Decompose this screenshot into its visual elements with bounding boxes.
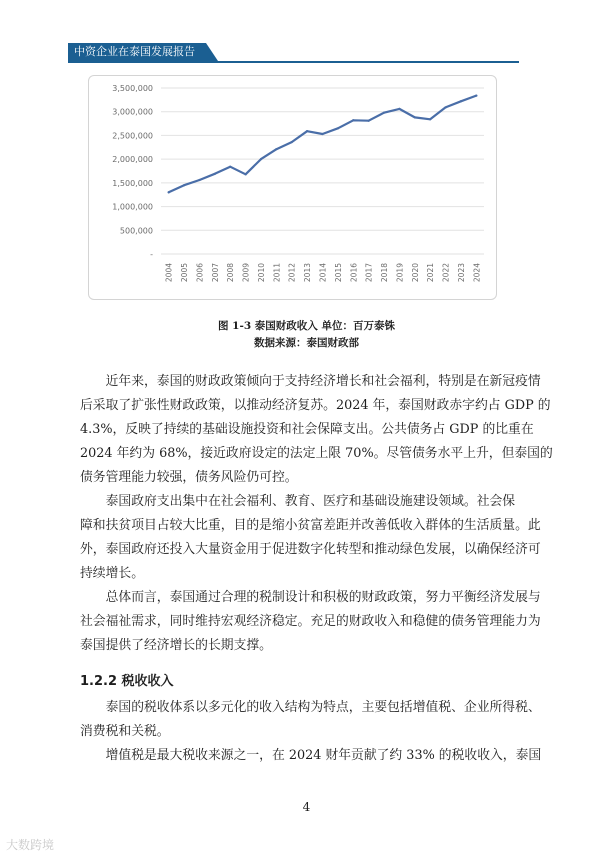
x-tick-label: 2022 xyxy=(441,263,451,283)
data-point xyxy=(229,166,231,168)
data-point xyxy=(429,118,431,120)
y-tick-label: 1,500,000 xyxy=(112,178,153,188)
body-paragraph-1 xyxy=(80,370,553,490)
text-line: 社会福祉需求，同时维持宏观经济稳定。充足的财政收入和稳健的债务管理能力为 xyxy=(80,614,541,629)
data-point xyxy=(275,148,277,150)
data-point xyxy=(291,141,293,143)
text-line: 消费税和关税。 xyxy=(80,724,170,739)
x-tick-label: 2018 xyxy=(380,263,390,283)
x-tick-label: 2008 xyxy=(226,263,236,283)
text-line: 4.3%，反映了持续的基础设施投资和社会保障支出。公共债务占 GDP 的比重在 xyxy=(80,422,534,437)
text-line: 持续增长。 xyxy=(80,566,144,581)
x-tick-label: 2007 xyxy=(210,263,220,283)
x-tick-label: 2020 xyxy=(410,263,420,283)
x-tick-label: 2005 xyxy=(180,263,190,283)
text-line: 泰国的税收体系以多元化的收入结构为特点，主要包括增值税、企业所得税、 xyxy=(80,700,541,715)
text-line: 泰国提供了经济增长的长期支撑。 xyxy=(80,638,272,653)
data-point xyxy=(306,130,308,132)
x-tick-label: 2010 xyxy=(256,263,266,283)
y-tick-label: 2,500,000 xyxy=(112,131,153,141)
data-point xyxy=(214,173,216,175)
data-point xyxy=(183,184,185,186)
x-tick-label: 2012 xyxy=(287,263,297,283)
figure-caption: 图 1-3 泰国财政收入 单位：百万泰铢 xyxy=(218,320,395,332)
data-point xyxy=(368,120,370,122)
text-line: 外，泰国政府还投入大量资金用于促进数字化转型和推动绿色发展，以确保经济可 xyxy=(80,542,541,557)
x-tick-label: 2017 xyxy=(364,263,374,283)
series-line xyxy=(169,96,477,193)
text-line: 2024 年约为 68%，接近政府设定的法定上限 70%。尽管债务水平上升，但泰国的 xyxy=(80,446,553,461)
revenue-chart xyxy=(88,75,497,300)
x-tick-label: 2013 xyxy=(303,263,313,283)
data-point xyxy=(244,173,246,175)
y-tick-label: 3,000,000 xyxy=(112,107,153,117)
x-tick-label: 2023 xyxy=(456,263,466,283)
text-line: 债务管理能力较强，债务风险仍可控。 xyxy=(80,470,298,485)
y-tick-label: - xyxy=(150,250,153,259)
y-tick-label: 3,500,000 xyxy=(112,84,153,93)
data-point xyxy=(444,106,446,108)
text-line: 泰国政府支出集中在社会福利、教育、医疗和基础设施建设领域。社会保 xyxy=(80,494,516,509)
data-point xyxy=(260,158,262,160)
body-paragraph-3 xyxy=(80,586,541,658)
data-point xyxy=(414,116,416,118)
figure-source: 数据来源：泰国财政部 xyxy=(254,337,359,349)
data-point xyxy=(352,119,354,121)
x-tick-label: 2004 xyxy=(164,263,174,283)
text-line: 近年来，泰国的财政政策倾向于支持经济增长和社会福利，特别是在新冠疫情 xyxy=(80,374,541,389)
data-point xyxy=(475,94,477,96)
page-number: 4 xyxy=(302,800,311,814)
data-point xyxy=(337,127,339,129)
x-tick-label: 2006 xyxy=(195,263,205,283)
data-point xyxy=(198,179,200,181)
data-point xyxy=(460,100,462,102)
text-line: 障和扶贫项目占较大比重，目的是缩小贫富差距并改善低收入群体的生活质量。此 xyxy=(80,518,541,533)
y-tick-label: 1,000,000 xyxy=(112,202,153,212)
report-title: 中资企业在泰国发展报告 xyxy=(74,45,195,58)
x-tick-label: 2024 xyxy=(472,263,482,283)
x-tick-label: 2014 xyxy=(318,263,328,283)
body-paragraph-4 xyxy=(80,696,541,744)
section-heading: 1.2.2 税收收入 xyxy=(80,674,174,689)
x-tick-label: 2019 xyxy=(395,263,405,283)
data-point xyxy=(168,191,170,193)
text-line: 增值税是最大税收来源之一，在 2024 财年贡献了约 33% 的税收收入，泰国 xyxy=(80,748,542,763)
watermark-logo: 大数跨境 xyxy=(6,838,55,852)
text-line: 总体而言，泰国通过合理的税制设计和积极的财政政策，努力平衡经济发展与 xyxy=(80,590,541,605)
data-point xyxy=(321,133,323,135)
data-point xyxy=(383,112,385,114)
x-tick-label: 2016 xyxy=(349,263,359,283)
data-point xyxy=(398,108,400,110)
body-paragraph-2 xyxy=(80,490,541,586)
x-tick-label: 2009 xyxy=(241,263,251,283)
header-rule xyxy=(68,61,519,63)
x-tick-label: 2015 xyxy=(333,263,343,283)
chart-canvas xyxy=(89,76,496,299)
body-paragraph-5 xyxy=(80,744,542,768)
y-tick-label: 2,000,000 xyxy=(112,155,153,165)
x-tick-label: 2011 xyxy=(272,263,282,283)
y-tick-label: 500,000 xyxy=(119,226,153,236)
x-tick-label: 2021 xyxy=(426,263,436,283)
text-line: 后采取了扩张性财政政策，以推动经济复苏。2024 年，泰国财政赤字约占 GDP 的 xyxy=(80,398,551,413)
